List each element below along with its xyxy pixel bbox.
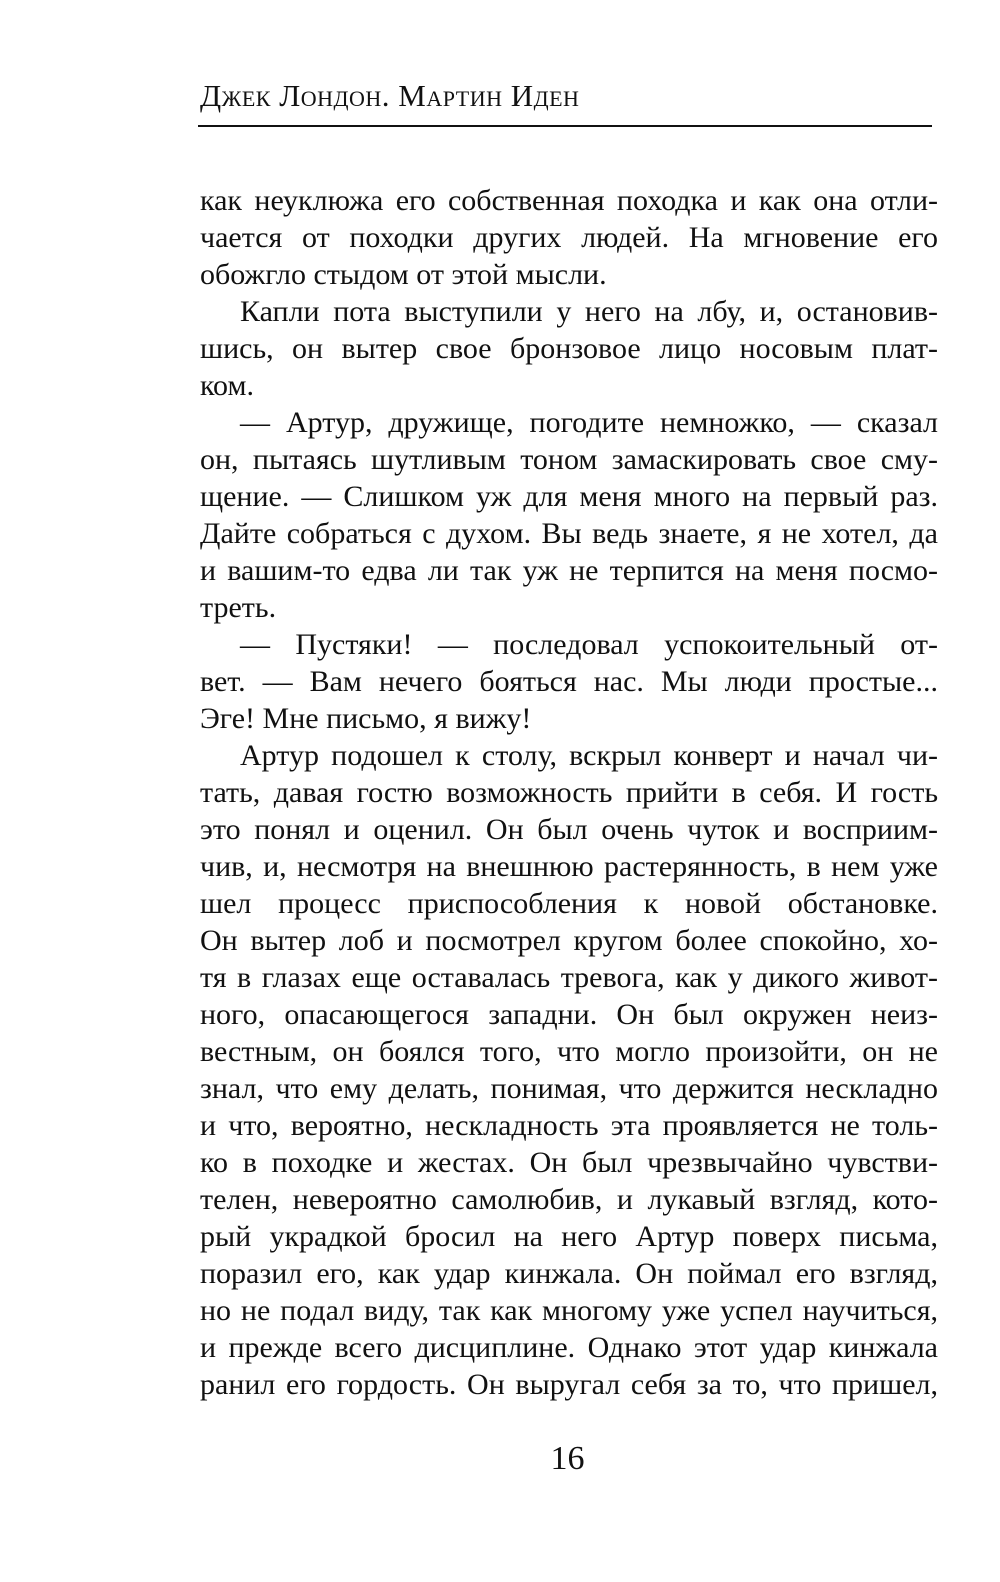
- text-line: Капли пота выступили у него на лбу, и, остановив-: [240, 295, 938, 328]
- text-line: и прежде всего дисциплине. Однако этот удар кинжала: [200, 1331, 938, 1364]
- body-text: [200, 182, 938, 1403]
- text-line: тя в глазах еще оставалась тревога, как у дикого живот-: [200, 961, 938, 994]
- text-line: — Артур, дружище, погодите немножко, — сказал: [240, 406, 938, 439]
- text-line: но не подал виду, так как многому уже успел научиться,: [200, 1294, 938, 1327]
- text-line: ком.: [200, 369, 254, 402]
- text-line: знал, что ему делать, понимая, что держится нескладно: [200, 1072, 938, 1105]
- text-line: чается от походки других людей. На мгновение его: [200, 221, 938, 254]
- text-line: и что, вероятно, нескладность эта проявляется не толь-: [200, 1109, 938, 1142]
- text-line: чив, и, несмотря на внешнюю растерянность, в нем уже: [200, 850, 938, 883]
- text-line: как неуклюжа его собственная походка и как она отли-: [200, 184, 938, 217]
- text-line: обожгло стыдом от этой мысли.: [200, 258, 607, 291]
- header-rule: [198, 125, 932, 127]
- text-line: Он вытер лоб и посмотрел кругом более спокойно, хо-: [200, 924, 938, 957]
- text-line: — Пустяки! — последовал успокоительный от-: [240, 628, 938, 661]
- page-number: 16: [550, 1440, 585, 1477]
- text-line: он, пытаясь шутливым тоном замаскировать свое сму-: [200, 443, 938, 476]
- text-line: рый украдкой бросил на него Артур поверх письма,: [200, 1220, 938, 1253]
- text-line: это понял и оценил. Он был очень чуток и восприим-: [200, 813, 938, 846]
- text-line: тать, давая гостю возможность прийти в себя. И гость: [200, 776, 938, 809]
- text-line: ного, опасающегося западни. Он был окружен неиз-: [200, 998, 938, 1031]
- text-line: треть.: [200, 591, 277, 624]
- running-head: Джек Лондон. Мартин Иден: [200, 78, 580, 113]
- text-line: вет. — Вам нечего бояться нас. Мы люди простые...: [200, 665, 938, 698]
- text-line: вестным, он боялся того, что могло произойти, он не: [200, 1035, 938, 1068]
- text-line: Дайте собраться с духом. Вы ведь знаете, я не хотел, да: [200, 517, 938, 550]
- text-line: Артур подошел к столу, вскрыл конверт и начал чи-: [240, 739, 938, 772]
- text-line: щение. — Слишком уж для меня много на первый раз.: [200, 480, 938, 513]
- text-line: и вашим-то едва ли так уж не терпится на меня посмо-: [200, 554, 938, 587]
- text-line: телен, невероятно самолюбив, и лукавый взгляд, кото-: [200, 1183, 938, 1216]
- text-line: Эге! Мне письмо, я вижу!: [200, 702, 532, 735]
- text-line: поразил его, как удар кинжала. Он поймал его взгляд,: [200, 1257, 938, 1290]
- text-line: ранил его гордость. Он выругал себя за то, что пришел,: [200, 1368, 938, 1401]
- text-line: шись, он вытер свое бронзовое лицо носовым плат-: [200, 332, 938, 365]
- text-line: шел процесс приспособления к новой обстановке.: [200, 887, 938, 920]
- text-line: ко в походке и жестах. Он был чрезвычайно чувстви-: [200, 1146, 938, 1179]
